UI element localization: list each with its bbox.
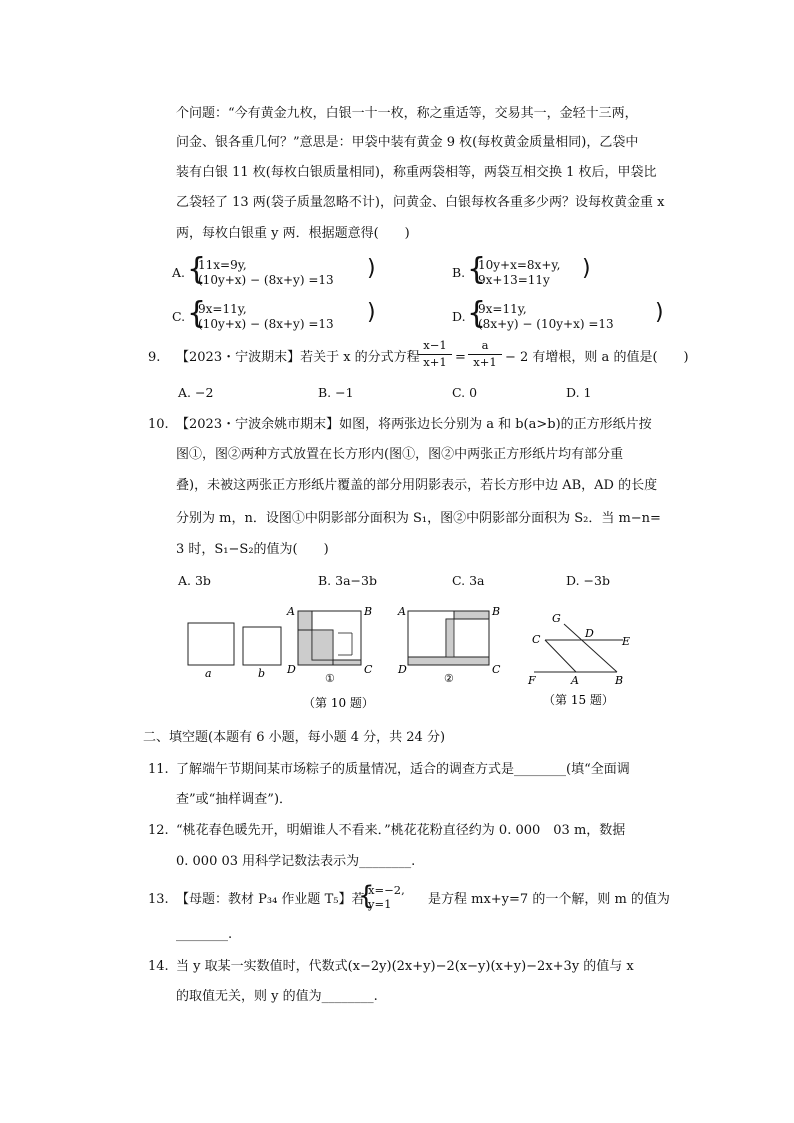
q10-line4: 分别为 m，n．设图①中阴影部分面积为 S₁，图②中阴影部分面积为 S₂．当 m−n= — [176, 511, 661, 526]
q9-fraction-2-denominator: x+1 — [473, 354, 497, 369]
q10-line3: 叠)，未被这两张正方形纸片覆盖的部分用阴影表示，若长方形中边 AB，AD 的长度 — [176, 478, 658, 493]
q9-fraction-1 — [418, 340, 452, 368]
q8-option-d-eq1: 9x=11y, — [478, 302, 527, 316]
q9-fraction-2-numerator: a — [481, 338, 489, 352]
q10-option-b[interactable]: B. 3a−3b — [318, 573, 377, 588]
q9-suffix: − 2 有增根，则 a 的值是( ) — [505, 350, 689, 365]
q8-option-b-label[interactable]: B. — [452, 265, 466, 280]
q9-prefix: 【2023・宁波期末】若关于 x 的分式方程 — [176, 350, 420, 365]
q8-option-a-eq2: (10y+x) − (8x+y) =13 — [198, 273, 334, 287]
q9-fraction-2 — [468, 340, 502, 368]
q8-line3: 装有白银 11 枚(每枚白银质量相同)，称重两袋相等，两袋互相交换 1 枚后，甲袋比 — [176, 165, 657, 180]
fig15-label-C: C — [532, 633, 541, 646]
q8-option-a-brace: { — [187, 252, 207, 287]
q8-option-c-system — [198, 303, 334, 330]
q9-option-d[interactable]: D. 1 — [566, 385, 592, 400]
q9-fraction-1-numerator: x−1 — [423, 338, 447, 352]
q12-line1: “桃花春色暖先开，明媚谁人不看来．”桃花花粉直径约为 0. 000 03 m，数据 — [176, 823, 626, 838]
q8-option-c-brace-right: ) — [367, 300, 376, 325]
q10-option-d[interactable]: D. −3b — [566, 573, 610, 588]
q8-option-c-eq1: 9x=11y, — [198, 302, 247, 316]
fig2-label-A: A — [398, 605, 406, 618]
caption-q15: （第 15 题） — [543, 693, 614, 707]
q8-option-b-brace: { — [467, 252, 487, 287]
q8-option-d-brace-right: ) — [655, 300, 664, 325]
q8-option-d-brace: { — [467, 296, 487, 331]
square-a — [188, 623, 234, 665]
q8-option-b-system — [478, 259, 560, 286]
q9-number: 9. — [148, 350, 161, 365]
fig1-label-C: C — [364, 663, 373, 676]
q8-option-c-brace: { — [187, 296, 207, 331]
q8-option-a-label[interactable]: A. — [172, 265, 186, 280]
fig2-label-C: C — [492, 663, 501, 676]
q13-eq2: y=1 — [368, 896, 392, 911]
q8-option-b-eq1: 10y+x=8x+y, — [478, 258, 561, 272]
q13-line2: ________. — [176, 927, 233, 942]
q11-line1: 了解端午节期间某市场粽子的质量情况，适合的调查方式是________(填“全面调 — [176, 762, 630, 777]
q11-number: 11. — [148, 762, 169, 777]
q8-line2: 问金、银各重几何？”意思是：甲袋中装有黄金 9 枚(每枚黄金质量相同)，乙袋中 — [176, 135, 639, 150]
q9-option-b[interactable]: B. −1 — [318, 385, 354, 400]
q13-suffix: 是方程 mx+y=7 的一个解，则 m 的值为 — [428, 892, 670, 907]
q12-line2: 0. 000 03 用科学记数法表示为________. — [176, 854, 416, 869]
fig15-label-F: F — [528, 674, 536, 687]
q8-option-a-system — [198, 259, 334, 286]
q9-fraction-1-denominator: x+1 — [423, 354, 447, 369]
label-a: a — [205, 667, 212, 680]
section-2-heading: 二、填空题(本题有 6 小题，每小题 4 分，共 24 分) — [143, 730, 446, 745]
fig15-label-D: D — [585, 627, 594, 640]
q8-option-b-brace-right: ) — [582, 256, 591, 281]
figure-15 — [534, 624, 623, 672]
q13-eq1: x=−2, — [368, 883, 405, 897]
q8-line4: 乙袋轻了 13 两(袋子质量忽略不计)，问黄金、白银每枚各重多少两？设每枚黄金重 x — [176, 195, 665, 210]
caption-q10: （第 10 题） — [303, 696, 374, 710]
q11-line2: 查”或“抽样调查”)． — [176, 792, 293, 807]
fig1-circled-number: ① — [325, 672, 335, 685]
q8-option-b-eq2: 9x+13=11y — [478, 273, 550, 287]
fig2-label-B: B — [492, 605, 501, 618]
q10-line2: 图①，图②两种方式放置在长方形内(图①，图②中两张正方形纸片均有部分重 — [176, 447, 624, 462]
q8-option-c-label[interactable]: C. — [172, 309, 186, 324]
q12-number: 12. — [148, 823, 169, 838]
square-b — [243, 627, 281, 665]
q10-line5: 3 时，S₁−S₂的值为( ) — [176, 542, 329, 557]
label-b: b — [258, 667, 266, 680]
q10-option-c[interactable]: C. 3a — [452, 573, 485, 588]
q9-option-a[interactable]: A. −2 — [178, 385, 214, 400]
figure-1 — [298, 611, 361, 665]
fig1-label-D: D — [287, 663, 296, 676]
figures — [0, 600, 794, 720]
q14-line2: 的取值无关，则 y 的值为________. — [176, 989, 378, 1004]
q10-line1: 【2023・宁波余姚市期末】如图，将两张边长分别为 a 和 b(a>b)的正方形纸片按 — [176, 417, 652, 432]
fig15-label-A: A — [571, 674, 579, 687]
q8-line1: 个问题：“今有黄金九枚，白银一十一枚，称之重适等，交易其一，金轻十三两， — [176, 106, 638, 121]
q14-number: 14. — [148, 959, 169, 974]
q8-option-a-eq1: 11x=9y, — [198, 258, 247, 272]
q13-brace: { — [358, 881, 375, 911]
q13-prefix: 【母题：教材 P₃₄ 作业题 T₅】若 — [176, 892, 365, 907]
fig1-label-B: B — [364, 605, 373, 618]
q14-line1: 当 y 取某一实数值时，代数式(x−2y)(2x+y)−2(x−y)(x+y)−2x+3y 的值与 x — [176, 959, 634, 974]
q9-option-c[interactable]: C. 0 — [452, 385, 478, 400]
q8-option-d-system — [478, 303, 614, 330]
figure-2 — [408, 611, 489, 665]
q8-option-a-brace-right: ) — [367, 256, 376, 281]
q13-number: 13. — [148, 892, 169, 907]
fig15-label-G: G — [552, 612, 561, 625]
q10-option-a[interactable]: A. 3b — [178, 573, 211, 588]
fig2-circled-number: ② — [444, 672, 454, 685]
q8-option-d-eq2: (8x+y) − (10y+x) =13 — [478, 317, 614, 331]
fig2-label-D: D — [398, 663, 407, 676]
q9-equals: = — [455, 350, 466, 365]
fig15-label-E: E — [622, 635, 631, 648]
q13-system — [368, 885, 405, 910]
q8-option-d-label[interactable]: D. — [452, 309, 466, 324]
q8-line5: 两，每枚白银重 y 两．根据题意得( ) — [176, 226, 410, 241]
q8-option-c-eq2: (10y+x) − (8x+y) =13 — [198, 317, 334, 331]
fig1-label-A: A — [287, 605, 295, 618]
fig15-label-B: B — [615, 674, 624, 687]
q10-number: 10. — [148, 417, 169, 432]
